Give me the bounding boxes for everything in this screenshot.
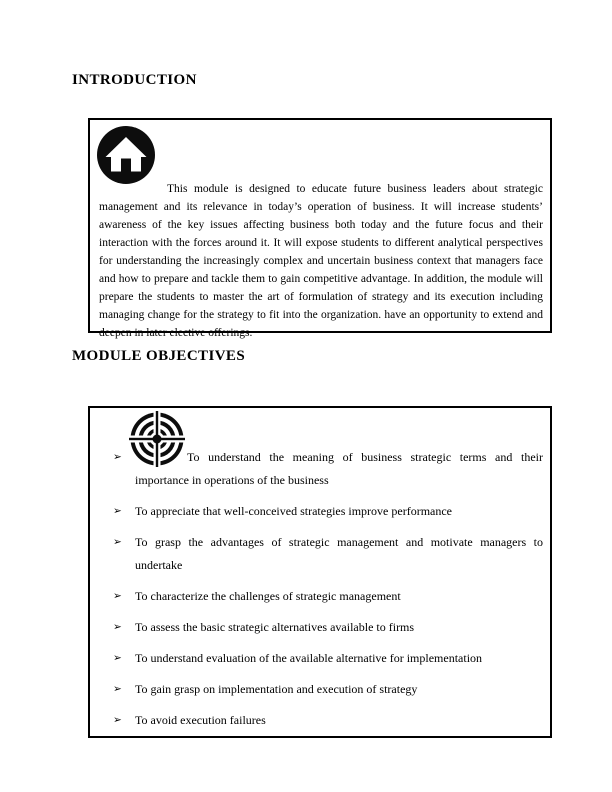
objectives-list: [113, 446, 543, 740]
objective-item: [113, 585, 543, 608]
objective-text: To characterize the challenges of strategic management: [135, 589, 401, 603]
objective-text: To appreciate that well-conceived strategies improve performance: [135, 504, 453, 518]
introduction-heading: INTRODUCTION: [72, 72, 197, 88]
arrow-bullet-icon: ➢: [113, 621, 122, 633]
objective-item: [113, 678, 543, 701]
introduction-paragraph: This module is designed to educate future business leaders about strategic management and its relevance in today’s operation of business. It will increase students’ awareness of the key issues affecting business both today and the future focus and their interaction with the forces around it. It will expose students to different analytical perspectives for understanding the increasingly complex and uncertain business context that managers face and how to prepare and tackle them to gain competitive advantage. In addition, the module will prepare the students to master the art of formulation of strategy and its execution including managing change for the strategy to fit into the organization. have an opportunity to extend and deepen in later elective offerings.: [99, 183, 543, 339]
objective-item: [113, 616, 543, 639]
objectives-box: [88, 406, 552, 738]
arrow-bullet-icon: ➢: [113, 505, 122, 517]
module-objectives-heading: MODULE OBJECTIVES: [72, 348, 246, 364]
objective-text: To grasp the advantages of strategic management and motivate managers to undertake: [135, 535, 543, 572]
introduction-box: [88, 118, 552, 339]
objective-item: [113, 531, 543, 577]
arrow-bullet-icon: ➢: [113, 536, 122, 548]
objective-item: [113, 709, 543, 732]
arrow-bullet-icon: ➢: [113, 652, 122, 664]
arrow-bullet-icon: ➢: [113, 451, 122, 463]
objective-item: [113, 446, 543, 492]
objective-item: [113, 647, 543, 670]
objective-text: To gain grasp on implementation and execution of strategy: [135, 682, 418, 696]
arrow-bullet-icon: ➢: [113, 590, 122, 602]
objective-text: To understand the meaning of business strategic terms and their importance in operations of the business: [135, 450, 543, 487]
objective-text: To avoid execution failures: [135, 713, 266, 727]
objective-text: To understand evaluation of the available alternative for implementation: [135, 651, 483, 665]
arrow-bullet-icon: ➢: [113, 683, 122, 695]
objective-text: To assess the basic strategic alternatives available to firms: [135, 620, 415, 634]
home-icon: [97, 126, 155, 184]
objective-item: [113, 500, 543, 523]
arrow-bullet-icon: ➢: [113, 714, 122, 726]
